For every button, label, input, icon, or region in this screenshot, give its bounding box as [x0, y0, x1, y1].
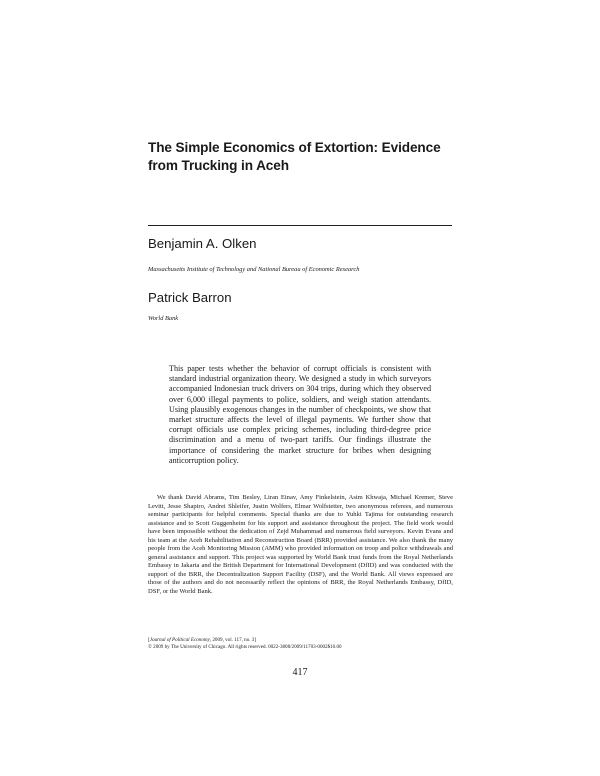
copyright-line: © 2009 by The University of Chicago. All rights reserved. 0022-3808/2009/11703-0002$10.00 [148, 644, 342, 650]
title-divider [148, 225, 452, 226]
abstract: This paper tests whether the behavior of corrupt officials is consistent with standard industrial organization theory. We designed a study in which surveyors accompanied Indonesian truck drivers on 304 trips, during which they observed over 6,000 illegal payments to police, soldiers, and weigh station attendants. Using plausibly exogenous changes in the number of checkpoints, we show that market structure affects the level of illegal payments. We further show that corrupt officials use complex pricing schemes, including third-degree price discrimination and a menu of two-part tariffs. Our findings illustrate the importance of considering the market structure for bribes when designing anticorruption policy. [169, 364, 431, 465]
author-name: Benjamin A. Olken [148, 236, 257, 251]
author-name: Patrick Barron [148, 290, 232, 305]
journal-citation [148, 637, 453, 651]
journal-details: , 2009, vol. 117, no. 3] [209, 637, 257, 643]
journal-line: [Journal of Political Economy, 2009, vol. 117, no. 3] [148, 637, 257, 643]
author-affiliation: Massachusetts Institute of Technology and National Bureau of Economic Research [148, 266, 360, 273]
page-number: 417 [292, 667, 308, 678]
paper-title: The Simple Economics of Extortion: Evidence from Trucking in Aceh [148, 140, 441, 173]
journal-name: Journal of Political Economy [149, 637, 210, 643]
acknowledgments: We thank David Abrams, Tim Besley, Liran Einav, Amy Finkelstein, Asim Khwaja, Michael Kremer, Steve Levitt, Jesse Shapiro, Andrei Shleifer, Justin Wolfers, Elmar Wolfstetter, two anonymous referees, and numerous seminar participants for helpful comments. Special thanks are due to Yuhki Tajima for outstanding research assistance and to Scott Guggenheim for his support and assistance throughout the project. The field work would have been impossible without the dedication of Zejd Muhammad and numerous field surveyors. Kevin Evans and his team at the Aceh Rehabilitation and Reconstruction Board (BRR) provided assistance. We also thank the many people from the Aceh Monitoring Mission (AMM) who provided information on troop and police withdrawals and general assistance and support. This project was supported by World Bank trust funds from the Royal Netherlands Embassy in Jakarta and the British Department for International Development (DfID) and was conducted with the support of the BRR, the Decentralization Support Facility (DSF), and the World Bank. All views expressed are those of the authors and do not necessarily reflect the opinions of BRR, the Royal Netherlands Embassy, DfID, DSF, or the World Bank. [148, 494, 453, 596]
author-affiliation: World Bank [148, 315, 179, 322]
